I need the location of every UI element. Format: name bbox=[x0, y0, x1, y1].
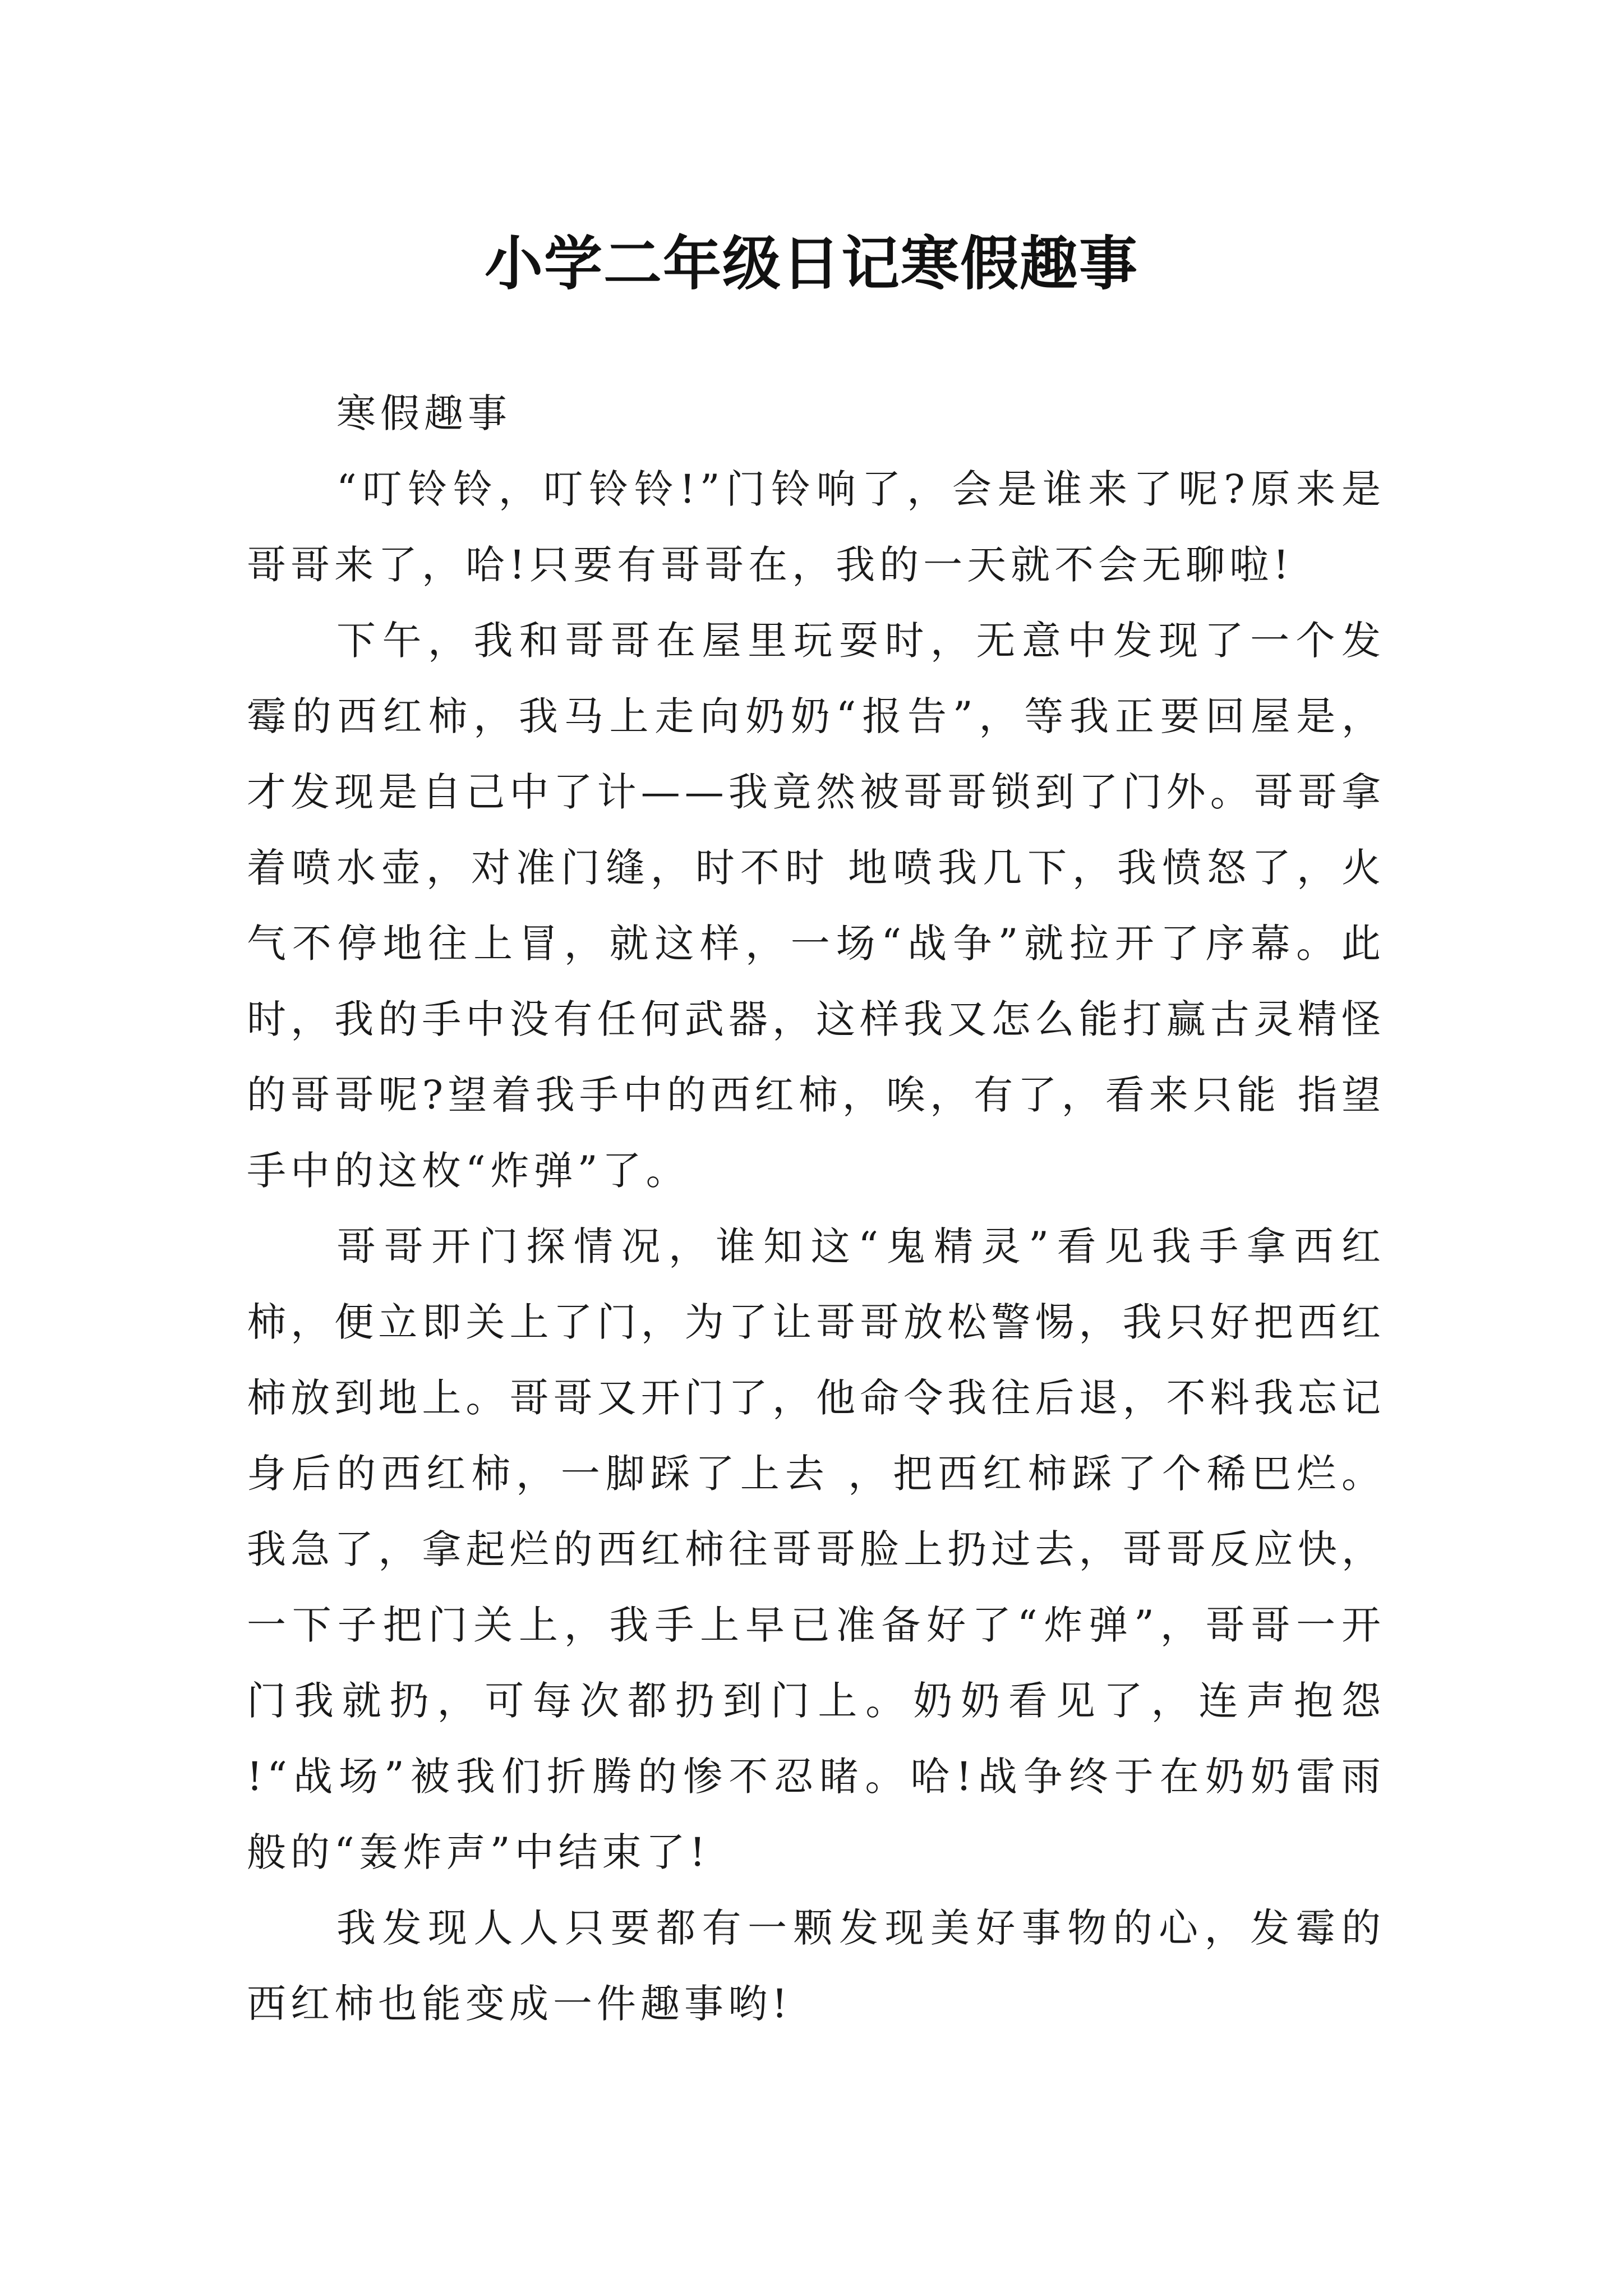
paragraph: 下午，我和哥哥在屋里玩耍时，无意中发现了一个发霉的西红柿，我马上走向奶奶“报告”，等我正要回屋是，才发现是自己中了计——我竟然被哥哥锁到了门外。哥哥拿着喷水壶，对准门缝，时不时 地喷我几下，我愤怒了，火气不停地往上冒，就这样，一场“战争”就拉开了序幕。此时，我的手中没有任何武器，这样我又怎么能打赢古灵精怪的哥哥呢?望着我手中的西红柿，唉，有了，看来只能 指望手中的这枚“炸弹”了。 bbox=[247, 618, 1385, 1194]
paragraph: “叮铃铃，叮铃铃!”门铃响了，会是谁来了呢?原来是哥哥来了，哈!只要有哥哥在，我的一天就不会无聊啦! bbox=[247, 466, 1385, 588]
paragraph: 哥哥开门探情况，谁知这“鬼精灵”看见我手拿西红柿，便立即关上了门，为了让哥哥放松警惕，我只好把西红柿放到地上。哥哥又开门了，他命令我往后退，不料我忘记身后的西红柿，一脚踩了上去 ，把西红柿踩了个稀巴烂。我急了，拿起烂的西红柿往哥哥脸上扔过去，哥哥反应快，一下子把门关上，我手上早已准备好了“炸弹”，哥哥一开门我就扔，可每次都扔到门上。奶奶看见了，连声抱怨 !“战场”被我们折腾的惨不忍睹。哈!战争终于在奶奶雷雨般的“轰炸声”中结束了! bbox=[247, 1223, 1385, 1875]
document-body bbox=[247, 376, 1385, 2042]
document-title: 小学二年级日记寒假趣事 bbox=[484, 229, 1138, 298]
paragraph: 我发现人人只要都有一颗发现美好事物的心，发霉的西红柿也能变成一件趣事哟! bbox=[247, 1905, 1385, 2027]
paragraph-subtitle: 寒假趣事 bbox=[336, 390, 511, 436]
